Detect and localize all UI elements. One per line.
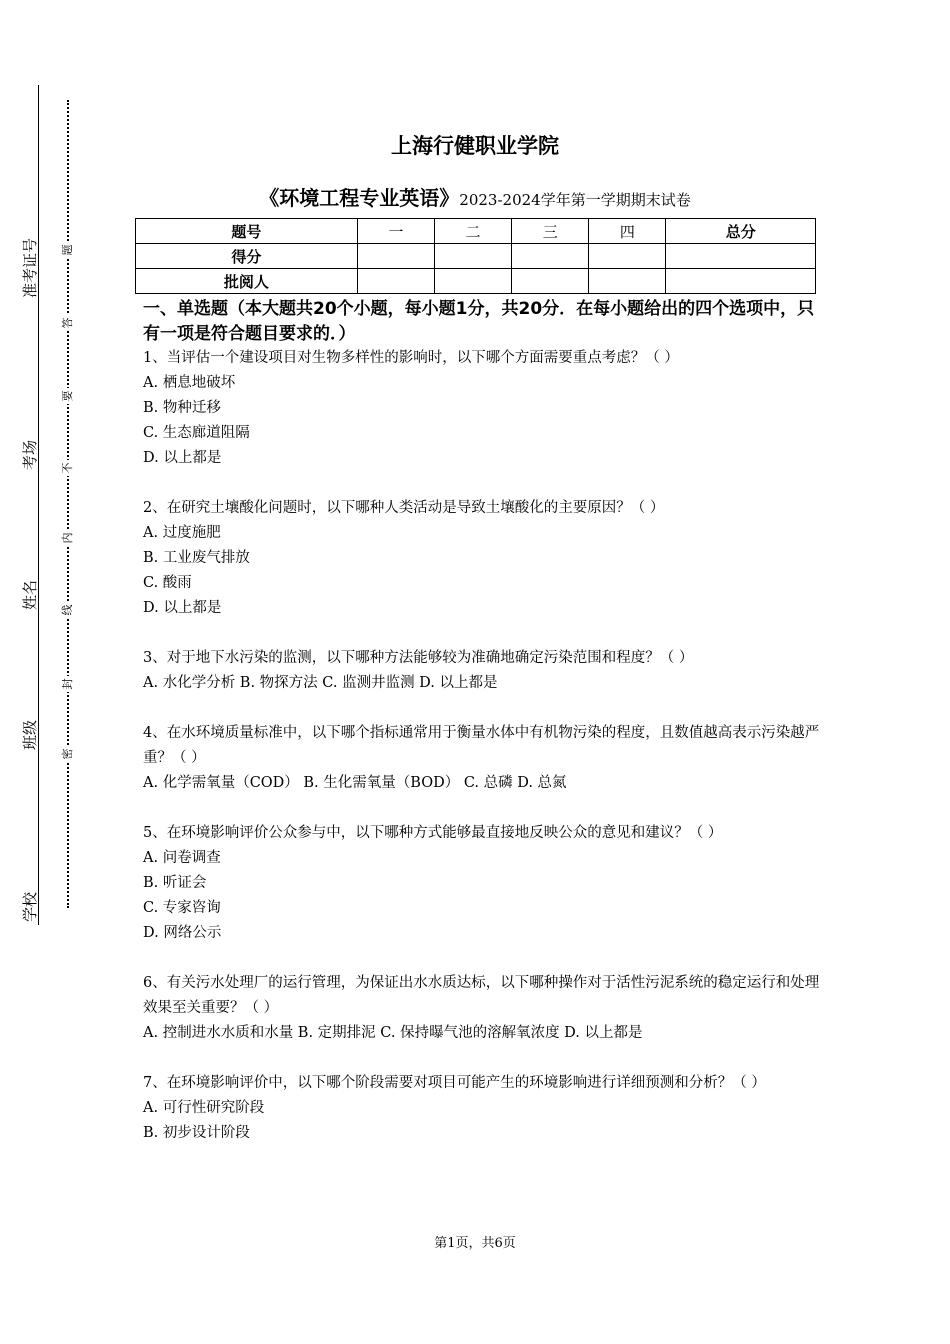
option-a: A. 过度施肥 — [143, 525, 221, 541]
seal-char-ti: 题 — [60, 242, 76, 258]
seal-char-bu: 不 — [60, 460, 76, 476]
score-table-reviewer-row — [136, 269, 816, 294]
cell-reviewer-2[interactable] — [434, 269, 511, 294]
binding-solid-line — [38, 85, 39, 925]
school-label — [23, 892, 38, 922]
cell-score-3[interactable] — [512, 244, 589, 269]
option-c: C. 酸雨 — [143, 575, 192, 591]
cell-score-4[interactable] — [589, 244, 666, 269]
seal-char-da: 答 — [60, 315, 76, 331]
question-4 — [143, 721, 823, 796]
section-heading: 一、单选题（本大题共20个小题，每小题1分，共20分．在每小题给出的四个选项中，只有一项是符合题目要求的．） — [143, 299, 815, 344]
question-1 — [143, 346, 823, 471]
cell-reviewer-3[interactable] — [512, 269, 589, 294]
term-name: 2023-2024学年第一学期期末试卷 — [459, 191, 691, 209]
cell-score-total[interactable] — [666, 244, 816, 269]
option-d: D. 网络公示 — [143, 925, 222, 941]
cell-reviewer-total[interactable] — [666, 269, 816, 294]
question-stem: 7、在环境影响评价中，以下哪个阶段需要对项目可能产生的环境影响进行详细预测和分析？（ ） — [143, 1075, 766, 1091]
option-b: B. 听证会 — [143, 875, 207, 891]
cell-reviewer-1[interactable] — [357, 269, 434, 294]
option-b: B. 工业废气排放 — [143, 550, 250, 566]
seal-char-feng: 封 — [60, 676, 76, 692]
seal-char-yao: 要 — [60, 388, 76, 404]
class-label — [23, 720, 38, 750]
score-table-score-row — [136, 244, 816, 269]
cell-part-1: 一 — [357, 219, 434, 244]
option-d: D. 以上都是 — [143, 600, 222, 616]
seal-char-nei: 内 — [60, 530, 76, 546]
exam-subtitle — [0, 182, 950, 211]
cell-score-1[interactable] — [357, 244, 434, 269]
seal-char-mi: 密 — [60, 746, 76, 762]
question-stem: 1、当评估一个建设项目对生物多样性的影响时，以下哪个方面需要重点考虑？（ ） — [143, 350, 679, 366]
question-stem: 5、在环境影响评价公众参与中，以下哪种方式能够最直接地反映公众的意见和建议？（ ） — [143, 825, 723, 841]
exam-room-text: 考场 — [21, 439, 39, 470]
school-text: 学校 — [21, 891, 39, 922]
school-title: 上海行健职业学院 — [391, 134, 559, 158]
question-stem: 3、对于地下水污染的监测，以下哪种方法能够较为准确地确定污染范围和程度？（ ） — [143, 650, 694, 666]
option-c: C. 生态廊道阻隔 — [143, 425, 250, 441]
cell-reviewer-4[interactable] — [589, 269, 666, 294]
option-a: A. 问卷调查 — [143, 850, 221, 866]
option-a: A. 可行性研究阶段 — [143, 1100, 265, 1116]
options-line: A. 化学需氧量（COD） B. 生化需氧量（BOD） C. 总磷 D. 总氮 — [143, 775, 567, 791]
class-text: 班级 — [21, 719, 39, 750]
student-name-text: 姓名 — [21, 579, 39, 610]
cell-part-2: 二 — [434, 219, 511, 244]
binding-dotted-line — [67, 100, 69, 908]
seal-char-xian: 线 — [60, 602, 76, 618]
cell-part-3: 三 — [512, 219, 589, 244]
exam-number-text: 准考证号 — [21, 237, 39, 298]
option-a: A. 栖息地破坏 — [143, 375, 236, 391]
question-5 — [143, 821, 823, 946]
option-d: D. 以上都是 — [143, 450, 222, 466]
option-c: C. 专家咨询 — [143, 900, 221, 916]
question-stem: 2、在研究土壤酸化问题时，以下哪种人类活动是导致土壤酸化的主要原因？（ ） — [143, 500, 665, 516]
cell-part-4: 四 — [589, 219, 666, 244]
score-table — [135, 218, 816, 294]
question-3 — [143, 646, 823, 696]
course-name: 《环境工程专业英语》 — [259, 186, 460, 210]
question-stem: 4、在水环境质量标准中，以下哪个指标通常用于衡量水体中有机物污染的程度，且数值越高表示污染越严重？（ ） — [143, 725, 820, 766]
option-b: B. 物种迁移 — [143, 400, 221, 416]
question-2 — [143, 496, 823, 621]
question-6 — [143, 971, 823, 1046]
page-number: 第1页，共6页 — [434, 1236, 516, 1251]
cell-question-number-label: 题号 — [136, 219, 358, 244]
exam-room-label — [23, 440, 38, 470]
question-7 — [143, 1071, 823, 1146]
exam-number-label — [23, 238, 38, 298]
cell-reviewer-label: 批阅人 — [136, 269, 358, 294]
options-line: A. 水化学分析 B. 物探方法 C. 监测井监测 D. 以上都是 — [143, 675, 498, 691]
option-b: B. 初步设计阶段 — [143, 1125, 250, 1141]
cell-score-label: 得分 — [136, 244, 358, 269]
student-name-label — [23, 580, 38, 610]
cell-total-label: 总分 — [666, 219, 816, 244]
score-table-header-row — [136, 219, 816, 244]
question-list — [143, 346, 823, 1171]
options-line: A. 控制进水水质和水量 B. 定期排泥 C. 保持曝气池的溶解氧浓度 D. 以上都是 — [143, 1025, 643, 1041]
cell-score-2[interactable] — [434, 244, 511, 269]
question-stem: 6、有关污水处理厂的运行管理，为保证出水水质达标，以下哪种操作对于活性污泥系统的稳定运行和处理效果至关重要？（ ） — [143, 975, 820, 1016]
